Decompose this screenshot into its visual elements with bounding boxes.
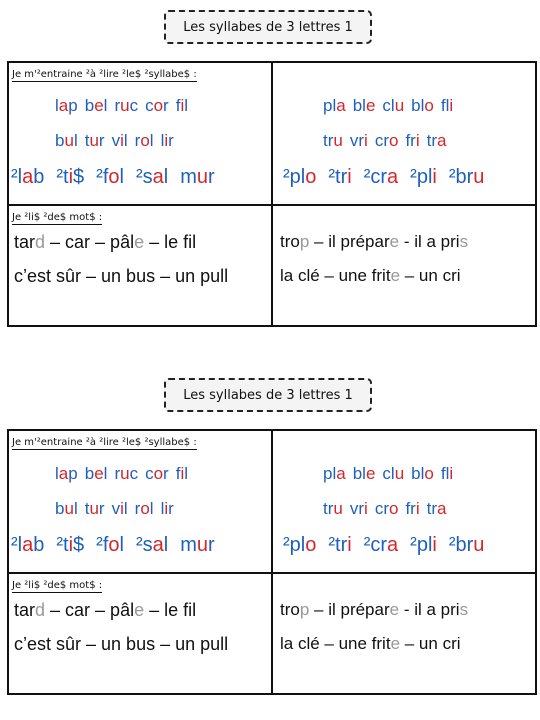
syllable-row-2 bbox=[55, 499, 181, 519]
syllable-segment: r bbox=[163, 464, 169, 483]
syllable-segment: u bbox=[196, 166, 208, 188]
syllable-segment: l bbox=[160, 131, 165, 150]
syllable-segment: c bbox=[129, 96, 139, 115]
syllable-segment: i bbox=[415, 131, 420, 150]
syllable-segment: l bbox=[184, 464, 189, 483]
syllable-segment: i bbox=[164, 131, 169, 150]
sentence-segment: d bbox=[35, 232, 46, 252]
syllable-segment: u bbox=[333, 131, 343, 150]
syllables-right-cell bbox=[273, 63, 535, 204]
syllable-segment: $ bbox=[73, 166, 85, 188]
syllable-segment: l bbox=[163, 166, 169, 188]
words-right-cell bbox=[273, 574, 535, 695]
syllable-row-2 bbox=[323, 499, 453, 519]
syllable-segment: m bbox=[180, 166, 197, 188]
syllable-word bbox=[375, 131, 399, 151]
syllable-segment: cr bbox=[374, 499, 389, 518]
syllable-segment: i bbox=[432, 534, 437, 556]
syllable-segment: pl bbox=[323, 464, 337, 483]
syllable-row-2 bbox=[323, 131, 453, 151]
syllable-segment: i bbox=[347, 166, 352, 188]
syllable-segment: a bbox=[22, 166, 34, 188]
syllable-segment: bl bbox=[411, 96, 425, 115]
sentence-segment: tro bbox=[280, 600, 300, 619]
syllable-segment: a bbox=[336, 96, 346, 115]
syllable-segment: ²t bbox=[56, 166, 69, 188]
syllable-segment: b bbox=[84, 464, 95, 483]
syllable-segment: u bbox=[333, 499, 343, 518]
syllable-row-3 bbox=[283, 534, 496, 557]
syllable-segment: fr bbox=[405, 499, 416, 518]
syllable-segment: u bbox=[196, 534, 208, 556]
syllable-segment: i bbox=[364, 499, 368, 518]
syllable-segment: v bbox=[111, 131, 121, 150]
sentence-segment: e bbox=[134, 232, 145, 252]
exercise-grid bbox=[7, 61, 537, 327]
sentence-line-2 bbox=[280, 266, 461, 286]
syllable-segment: c bbox=[145, 96, 154, 115]
syllable-segment: ²cr bbox=[363, 534, 388, 556]
syllable-segment: m bbox=[180, 534, 197, 556]
sentence-segment: p bbox=[299, 600, 310, 619]
syllable-word bbox=[364, 534, 398, 557]
syllable-word bbox=[85, 96, 108, 116]
syllable-segment: ²f bbox=[96, 166, 109, 188]
syllable-segment: $ bbox=[73, 534, 85, 556]
syllable-segment: fl bbox=[440, 464, 450, 483]
sentence-line-2 bbox=[280, 634, 461, 654]
syllable-segment: tr bbox=[323, 131, 334, 150]
syllable-segment: ²pl bbox=[410, 166, 433, 188]
syllable-word bbox=[96, 534, 124, 557]
syllable-segment: o bbox=[424, 464, 434, 483]
worksheet-title: Les syllabes de 3 lettres 1 bbox=[164, 378, 372, 412]
sentence-segment: c’est sûr – un bus – un pull bbox=[14, 266, 229, 286]
syllable-word bbox=[427, 499, 447, 519]
syllable-word bbox=[382, 464, 404, 484]
syllable-row-3 bbox=[11, 534, 227, 557]
syllable-segment: u bbox=[64, 499, 74, 518]
syllable-word bbox=[56, 534, 84, 557]
syllable-word bbox=[145, 96, 169, 116]
syllable-word bbox=[323, 96, 346, 116]
syllable-segment: o bbox=[140, 131, 150, 150]
syllable-segment: ²l bbox=[11, 166, 23, 188]
syllable-segment: o bbox=[305, 534, 317, 556]
syllable-row-1 bbox=[55, 464, 195, 484]
syllable-word bbox=[55, 96, 78, 116]
syllable-word bbox=[441, 96, 453, 116]
syllable-word bbox=[449, 534, 485, 557]
syllable-segment: i bbox=[449, 96, 454, 115]
syllable-word bbox=[112, 499, 128, 519]
syllable-segment: o bbox=[424, 96, 434, 115]
syllable-segment: e bbox=[365, 96, 376, 115]
syllable-segment: cl bbox=[382, 464, 395, 483]
sentence-segment: e bbox=[389, 232, 400, 251]
syllable-word bbox=[114, 464, 138, 484]
syllable-segment: ²br bbox=[448, 166, 474, 188]
syllable-segment: u bbox=[120, 464, 130, 483]
syllable-segment: l bbox=[119, 166, 124, 188]
syllable-segment: ²cr bbox=[363, 166, 388, 188]
words-instruction: Je ²li$ ²de$ mot$ : bbox=[12, 212, 103, 223]
syllable-word bbox=[55, 499, 78, 519]
syllable-segment: u bbox=[473, 166, 485, 188]
syllable-segment: a bbox=[336, 464, 346, 483]
syllable-segment: r bbox=[114, 96, 121, 115]
sentence-line-2 bbox=[14, 634, 228, 655]
syllable-segment: u bbox=[394, 96, 405, 115]
syllable-segment: b bbox=[55, 499, 65, 518]
syllable-word bbox=[405, 499, 419, 519]
syllables-instruction: Je m'²entraine ²à ²lire ²le$ ²syllabe$ : bbox=[12, 69, 197, 80]
syllable-segment: i bbox=[347, 534, 352, 556]
syllable-word bbox=[353, 96, 376, 116]
syllable-row-3 bbox=[283, 166, 496, 189]
syllable-word bbox=[411, 96, 434, 116]
syllable-segment: i bbox=[68, 534, 74, 556]
syllable-segment: o bbox=[140, 499, 150, 518]
sentence-segment: d bbox=[35, 600, 46, 620]
syllable-segment: b bbox=[55, 131, 65, 150]
syllable-segment: r bbox=[98, 499, 105, 518]
syllable-segment: a bbox=[58, 96, 69, 115]
syllable-word bbox=[161, 131, 174, 151]
syllables-left-cell bbox=[9, 63, 271, 204]
syllable-word bbox=[176, 96, 188, 116]
syllable-segment: o bbox=[153, 96, 164, 115]
words-left-cell bbox=[9, 206, 271, 327]
syllable-segment: tr bbox=[323, 499, 334, 518]
syllable-word bbox=[283, 166, 316, 189]
syllable-word bbox=[136, 166, 168, 189]
words-instruction: Je ²li$ ²de$ mot$ : bbox=[12, 580, 103, 591]
syllable-word bbox=[85, 464, 108, 484]
syllable-segment: l bbox=[149, 499, 154, 518]
syllable-segment: l bbox=[55, 96, 59, 115]
sentence-segment: – il prépar bbox=[309, 232, 390, 251]
syllable-word bbox=[350, 499, 368, 519]
worksheet-title: Les syllabes de 3 lettres 1 bbox=[164, 10, 372, 44]
syllable-segment: i bbox=[364, 131, 368, 150]
syllable-segment: i bbox=[68, 166, 74, 188]
sentence-line-1 bbox=[280, 232, 468, 252]
syllable-word bbox=[375, 499, 399, 519]
syllable-segment: u bbox=[394, 464, 405, 483]
syllable-word bbox=[323, 499, 343, 519]
sentence-segment: la clé – une frit bbox=[280, 634, 391, 653]
sentence-line-1 bbox=[14, 600, 196, 621]
words-left-cell bbox=[9, 574, 271, 695]
syllable-segment: l bbox=[163, 534, 169, 556]
syllable-word bbox=[11, 534, 44, 557]
syllable-segment: c bbox=[129, 464, 139, 483]
syllable-word bbox=[135, 131, 154, 151]
syllable-segment: l bbox=[184, 96, 189, 115]
syllable-segment: l bbox=[160, 499, 165, 518]
syllable-segment: a bbox=[152, 534, 164, 556]
syllable-word bbox=[328, 534, 351, 557]
syllable-segment: fr bbox=[405, 131, 416, 150]
syllable-segment: ²br bbox=[448, 534, 474, 556]
syllable-word bbox=[85, 131, 105, 151]
syllable-word bbox=[136, 534, 168, 557]
syllable-segment: ²tr bbox=[328, 166, 348, 188]
syllable-segment: r bbox=[208, 166, 215, 188]
sentence-segment: – le fil bbox=[144, 600, 197, 620]
syllable-segment: r bbox=[168, 499, 174, 518]
syllable-word bbox=[328, 166, 351, 189]
syllable-segment: r bbox=[98, 131, 105, 150]
syllable-word bbox=[364, 166, 398, 189]
syllable-segment: fl bbox=[440, 96, 450, 115]
syllable-segment: l bbox=[73, 131, 78, 150]
syllable-segment: e bbox=[94, 464, 104, 483]
syllable-segment: b bbox=[84, 96, 95, 115]
syllable-segment: cr bbox=[374, 131, 389, 150]
syllable-row-1 bbox=[323, 464, 460, 484]
sentence-segment: – car – pâl bbox=[45, 232, 135, 252]
syllable-segment: o bbox=[388, 499, 399, 518]
syllable-row-1 bbox=[323, 96, 460, 116]
syllable-segment: t bbox=[84, 131, 90, 150]
syllable-word bbox=[85, 499, 105, 519]
syllable-segment: l bbox=[123, 131, 128, 150]
sentence-segment: c’est sûr – un bus – un pull bbox=[14, 634, 229, 654]
sentence-segment: – un cri bbox=[400, 634, 461, 653]
syllable-segment: c bbox=[145, 464, 154, 483]
syllable-word bbox=[350, 131, 368, 151]
syllable-word bbox=[145, 464, 169, 484]
syllable-word bbox=[180, 534, 214, 557]
sentence-segment: s bbox=[459, 232, 469, 251]
syllables-right-cell bbox=[273, 431, 535, 572]
sentence-segment: – le fil bbox=[144, 232, 197, 252]
sentence-segment: e bbox=[390, 266, 401, 285]
syllable-segment: i bbox=[449, 464, 454, 483]
syllable-word bbox=[112, 131, 128, 151]
syllable-segment: l bbox=[73, 499, 78, 518]
syllable-word bbox=[135, 499, 154, 519]
syllable-segment: p bbox=[68, 464, 78, 483]
syllable-row-2 bbox=[55, 131, 181, 151]
syllable-row-1 bbox=[55, 96, 195, 116]
syllable-segment: a bbox=[152, 166, 164, 188]
syllable-segment: o bbox=[388, 131, 399, 150]
sentence-segment: e bbox=[389, 600, 400, 619]
syllable-segment: f bbox=[175, 96, 181, 115]
syllable-segment: i bbox=[164, 499, 169, 518]
sentence-segment: s bbox=[459, 600, 469, 619]
syllable-word bbox=[55, 464, 78, 484]
sentence-segment: p bbox=[299, 232, 310, 251]
sentence-segment: tro bbox=[280, 232, 300, 251]
syllable-segment: u bbox=[120, 96, 130, 115]
sentence-line-2 bbox=[14, 266, 228, 287]
syllable-segment: i bbox=[432, 166, 437, 188]
syllable-segment: vr bbox=[349, 131, 365, 150]
syllable-segment: a bbox=[58, 464, 69, 483]
syllable-segment: o bbox=[108, 534, 120, 556]
syllable-segment: ²pl bbox=[283, 166, 306, 188]
syllable-segment: l bbox=[149, 131, 154, 150]
syllable-segment: b bbox=[33, 166, 45, 188]
sentence-segment: – un cri bbox=[400, 266, 461, 285]
syllable-word bbox=[114, 96, 138, 116]
syllable-segment: bl bbox=[352, 96, 366, 115]
sentence-segment: tar bbox=[14, 600, 36, 620]
syllable-word bbox=[410, 534, 437, 557]
syllable-word bbox=[55, 131, 78, 151]
syllable-segment: bl bbox=[352, 464, 366, 483]
syllable-segment: i bbox=[180, 464, 185, 483]
syllable-segment: tr bbox=[426, 499, 438, 518]
syllable-segment: e bbox=[365, 464, 376, 483]
worksheet-1 bbox=[0, 10, 540, 350]
syllable-segment: u bbox=[473, 534, 485, 556]
syllables-instruction: Je m'²entraine ²à ²lire ²le$ ²syllabe$ : bbox=[12, 437, 197, 448]
syllable-segment: a bbox=[437, 131, 447, 150]
syllable-segment: ²l bbox=[11, 534, 23, 556]
syllable-word bbox=[411, 464, 434, 484]
syllable-segment: ²f bbox=[96, 534, 109, 556]
syllable-segment: i bbox=[415, 499, 420, 518]
sentence-line-1 bbox=[14, 232, 196, 253]
sentence-segment: e bbox=[390, 634, 401, 653]
syllable-segment: l bbox=[119, 534, 124, 556]
syllable-segment: ²pl bbox=[410, 534, 433, 556]
syllable-segment: ²tr bbox=[328, 534, 348, 556]
syllable-segment: l bbox=[103, 96, 108, 115]
sentence-segment: - il a pri bbox=[399, 232, 460, 251]
syllable-segment: ²t bbox=[56, 534, 69, 556]
syllable-segment: r bbox=[168, 131, 174, 150]
syllable-segment: i bbox=[120, 131, 124, 150]
syllable-segment: b bbox=[33, 534, 45, 556]
syllable-word bbox=[11, 166, 44, 189]
syllable-segment: u bbox=[89, 131, 99, 150]
syllable-segment: a bbox=[22, 534, 34, 556]
syllable-segment: u bbox=[89, 499, 99, 518]
syllable-segment: l bbox=[123, 499, 128, 518]
syllable-word bbox=[283, 534, 316, 557]
syllable-segment: i bbox=[180, 96, 185, 115]
syllable-word bbox=[405, 131, 419, 151]
syllable-segment: i bbox=[120, 499, 124, 518]
syllable-segment: t bbox=[84, 499, 90, 518]
sentence-segment: e bbox=[134, 600, 145, 620]
syllable-segment: a bbox=[437, 499, 447, 518]
syllable-word bbox=[449, 166, 485, 189]
syllable-segment: r bbox=[163, 96, 169, 115]
syllable-segment: l bbox=[55, 464, 59, 483]
exercise-grid bbox=[7, 429, 537, 695]
syllable-word bbox=[382, 96, 404, 116]
syllable-segment: r bbox=[208, 534, 215, 556]
syllable-segment: e bbox=[94, 96, 104, 115]
syllable-word bbox=[56, 166, 84, 189]
syllable-segment: ²s bbox=[135, 534, 153, 556]
syllable-segment: ²pl bbox=[283, 534, 306, 556]
sentence-segment: tar bbox=[14, 232, 36, 252]
sentence-segment: – car – pâl bbox=[45, 600, 135, 620]
words-right-cell bbox=[273, 206, 535, 327]
syllable-segment: r bbox=[134, 131, 141, 150]
syllable-word bbox=[176, 464, 188, 484]
syllable-segment: f bbox=[175, 464, 181, 483]
worksheet-2 bbox=[0, 378, 540, 718]
syllable-word bbox=[353, 464, 376, 484]
sentence-segment: - il a pri bbox=[399, 600, 460, 619]
syllable-segment: cl bbox=[382, 96, 395, 115]
syllables-left-cell bbox=[9, 431, 271, 572]
sentence-segment: – il prépar bbox=[309, 600, 390, 619]
syllable-segment: a bbox=[387, 166, 399, 188]
syllable-word bbox=[161, 499, 174, 519]
syllable-row-3 bbox=[11, 166, 227, 189]
syllable-word bbox=[323, 464, 346, 484]
syllable-segment: pl bbox=[323, 96, 337, 115]
syllable-segment: o bbox=[108, 166, 120, 188]
syllable-segment: l bbox=[103, 464, 108, 483]
syllable-segment: o bbox=[305, 166, 317, 188]
syllable-word bbox=[96, 166, 124, 189]
syllable-segment: a bbox=[387, 534, 399, 556]
syllable-word bbox=[441, 464, 453, 484]
syllable-segment: ²s bbox=[135, 166, 153, 188]
syllable-segment: o bbox=[153, 464, 164, 483]
syllable-word bbox=[410, 166, 437, 189]
syllable-segment: u bbox=[64, 131, 74, 150]
syllable-word bbox=[427, 131, 447, 151]
syllable-segment: p bbox=[68, 96, 78, 115]
syllable-word bbox=[323, 131, 343, 151]
sentence-line-1 bbox=[280, 600, 468, 620]
syllable-segment: bl bbox=[411, 464, 425, 483]
syllable-segment: r bbox=[114, 464, 121, 483]
syllable-word bbox=[180, 166, 214, 189]
syllable-segment: r bbox=[134, 499, 141, 518]
syllable-segment: vr bbox=[349, 499, 365, 518]
syllable-segment: v bbox=[111, 499, 121, 518]
syllable-segment: tr bbox=[426, 131, 438, 150]
sentence-segment: la clé – une frit bbox=[280, 266, 391, 285]
